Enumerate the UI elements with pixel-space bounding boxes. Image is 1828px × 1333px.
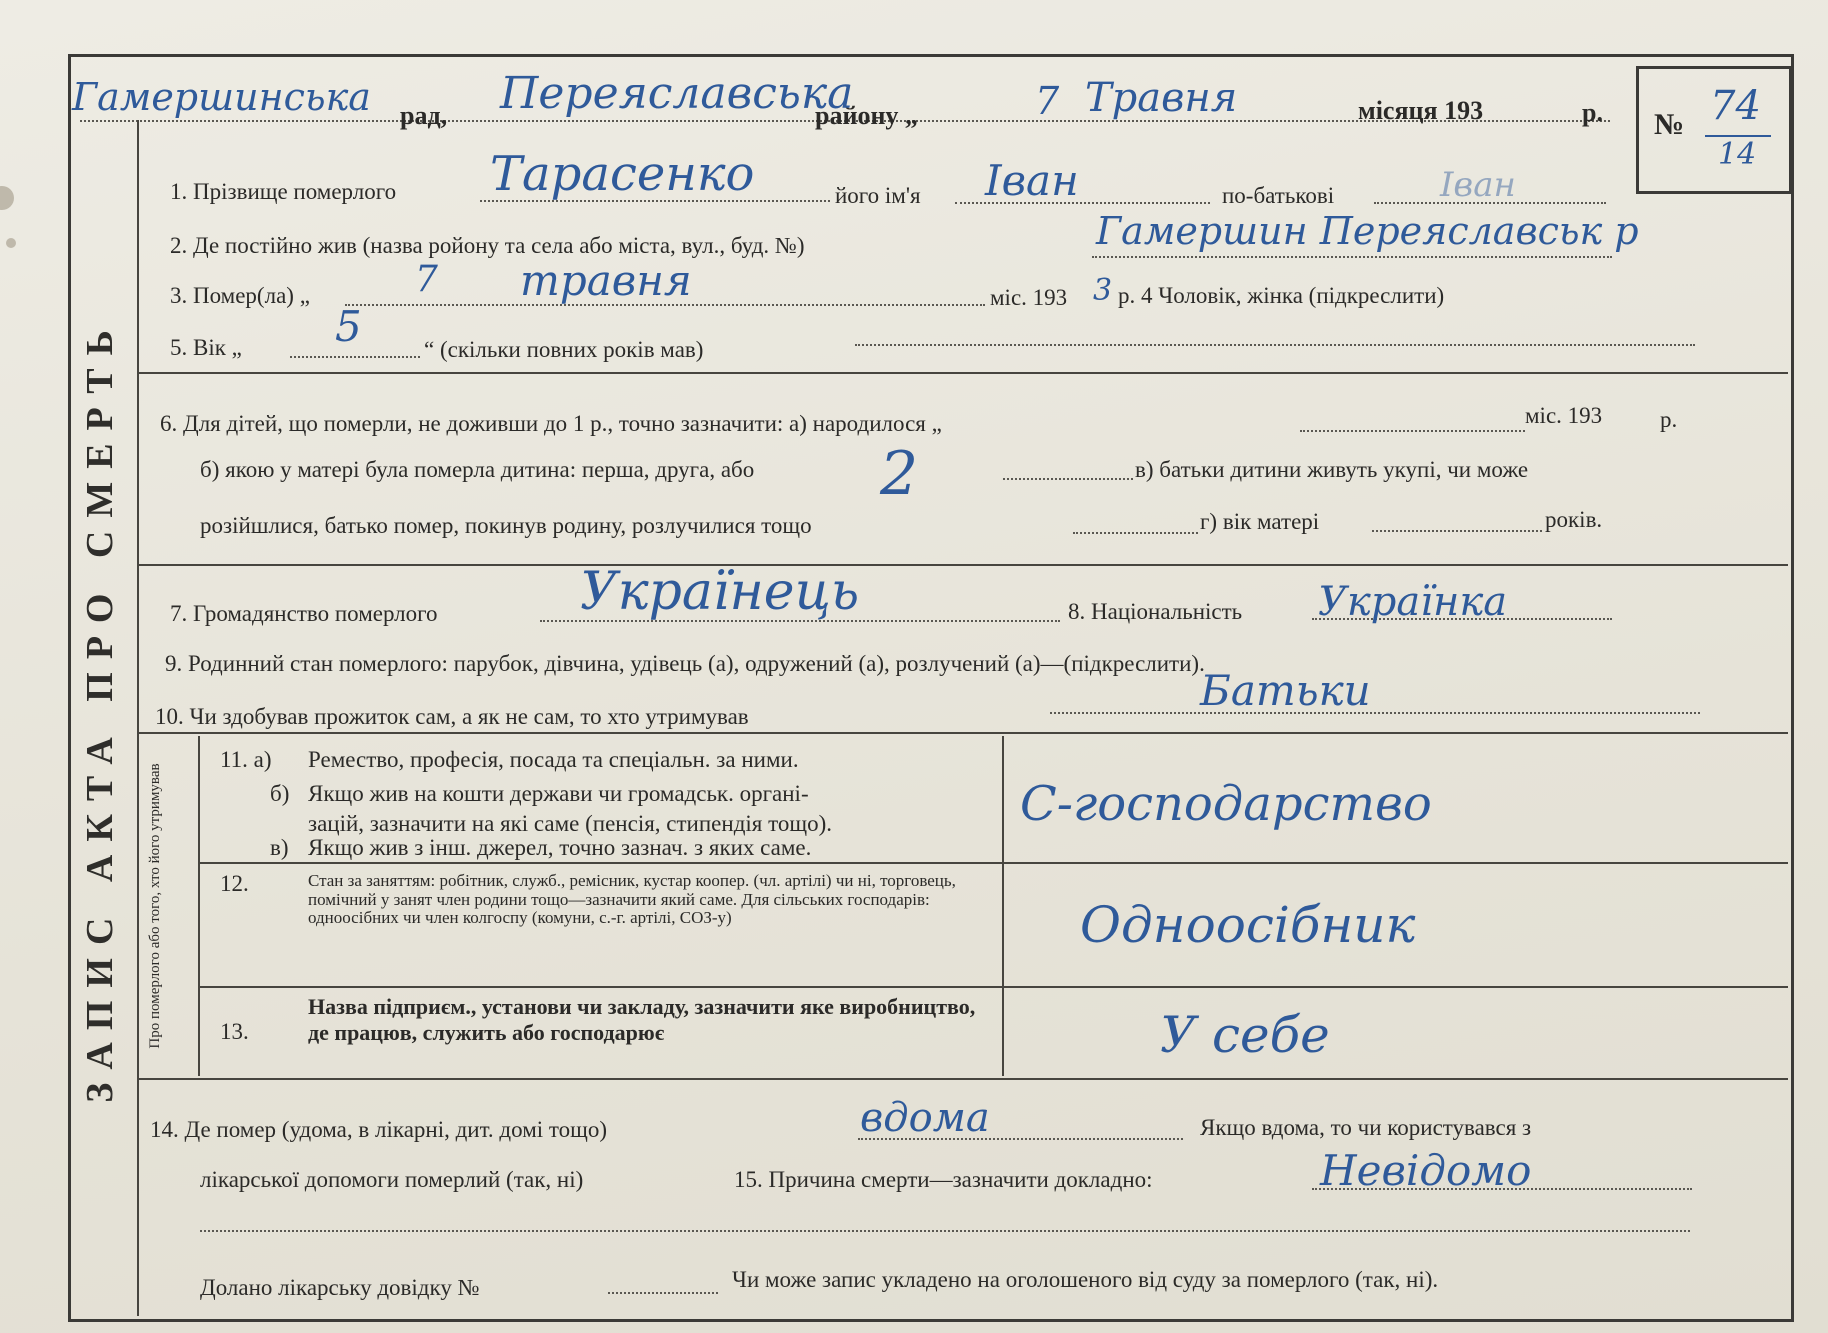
hw-record-number-bottom: 14 (1718, 137, 1757, 172)
field-6-line-2b: в) батьки дитини живуть укупі, чи може (1135, 457, 1529, 482)
hw-death-day: 7 (415, 259, 438, 300)
hw-supporter: Батьки (1200, 666, 1371, 715)
hw-rayon: Переяславська (500, 68, 854, 119)
field-3-label: 3. Помер(ла) „ (170, 283, 310, 308)
field-13-number: 13. (220, 1019, 249, 1044)
field-11-b2: зацій, зазначити на які саме (пенсія, стипендія тощо). (308, 811, 832, 836)
field-1-name: його ім'я (835, 183, 921, 208)
field-14-label: 14. Де помер (удома, в лікарні, дит. домі тощо) (150, 1117, 608, 1142)
record-number-label: № (1654, 108, 1685, 141)
hw-record-number-top: 74 (1710, 83, 1761, 129)
field-6-dots-c (1073, 532, 1198, 534)
footer-court-question: Чи може запис укладено на оголошеного від суду за померлого (так, ні). (732, 1267, 1439, 1292)
section-rule-4 (137, 1078, 1788, 1080)
field-8-label: 8. Національність (1068, 599, 1243, 624)
field-6-line-3b: г) вік матері (1200, 509, 1320, 534)
field-11-c: Якщо жив з інш. джерел, точно зазнач. з яких саме. (308, 835, 812, 860)
field-14-b: Якщо вдома, то чи користувався з (1200, 1115, 1532, 1140)
hw-first-name: Іван (985, 156, 1079, 205)
left-column-divider (137, 120, 139, 1316)
header-r: р. (1582, 98, 1603, 127)
hw-year-digit: 3 (1093, 273, 1113, 308)
header-rayonu: району „ (815, 101, 918, 130)
hw-child-order: 2 (880, 439, 919, 509)
field-7-label: 7. Громадянство померлого (170, 601, 438, 626)
hw-patronymic: Іван (1440, 165, 1516, 205)
field-11-b: Якщо жив на кошти держави чи громадськ. органі- (308, 781, 809, 806)
field-1-patronymic: по-батькові (1222, 183, 1335, 208)
hw-status: Одноосібник (1080, 896, 1416, 954)
field-6-dots-d (1372, 530, 1542, 532)
hw-citizenship: Українець (580, 562, 860, 622)
header-misyatsya: місяця 193 (1358, 96, 1484, 125)
field-6-mis: міс. 193 (1525, 403, 1603, 428)
field-6-dots-b (1003, 478, 1133, 480)
field-6-line-3c: років. (1545, 507, 1603, 532)
field-12-text: Стан за заняттям: робітник, служб., ремісник, кустар коопер. (чл. артілі) чи ні, торговець, помічний у занят член родини тощо—зазначити який саме. Для сільських господарів: одноосібних чи член колгоспу (комуни, с.-г. артілі, СОЗ-у) (308, 871, 956, 928)
field-11-number: 11. а) (220, 747, 272, 772)
field-5-rest: “ (скільки повних років мав) (424, 337, 704, 362)
hw-residence: Гамершин Переяславськ р (1096, 209, 1639, 253)
block-divider-a (198, 736, 200, 1076)
field-10-label: 10. Чи здобував прожиток сам, а як не сам, то хто утримував (155, 704, 749, 729)
field-2-dots (1092, 256, 1612, 258)
hw-age: 5 (335, 302, 362, 351)
field-9-label: 9. Родинний стан померлого: парубок, дівчина, удівець (а), одружений (а), розлучений (а)—(підкреслити). (165, 651, 1205, 676)
hw-header-month: Травня (1085, 75, 1238, 121)
field-5-dots-b (855, 344, 1695, 346)
form-title-vertical: ЗАПИС АКТА ПРО СМЕРТЬ (79, 317, 121, 1103)
section-rule-2 (137, 564, 1788, 566)
section-rule-3 (137, 732, 1788, 734)
hw-death-place: вдома (860, 1095, 990, 1141)
block-divider-b (1002, 736, 1004, 1076)
hw-header-day: 7 (1035, 79, 1060, 123)
field-2-label: 2. Де постійно жив (назва ройону та села або міста, вул., буд. №) (170, 233, 805, 258)
field-15-dots-extra (200, 1230, 1690, 1232)
header-rad: рад, (400, 101, 448, 130)
block-rule-2 (198, 986, 1788, 988)
block-side-caption: Про померлого або того, хто його утримував (147, 763, 163, 1049)
field-14-line-2: лікарської допомоги померлий (так, ні) (200, 1167, 584, 1192)
footer-certificate: Долано лікарську довідку № (200, 1275, 480, 1300)
hw-workplace: У себе (1160, 1006, 1330, 1064)
field-15-label: 15. Причина смерти—зазначити докладно: (734, 1167, 1153, 1192)
field-6-dots-a (1300, 430, 1525, 432)
punch-hole (6, 238, 16, 248)
field-3-mis: міс. 193 (990, 285, 1068, 310)
punch-hole (0, 186, 14, 210)
field-5-dots-a (290, 356, 420, 358)
field-11-c-key: в) (270, 835, 289, 860)
hw-cause: Невідомо (1320, 1146, 1532, 1195)
field-6-line-3: розійшлися, батько помер, покинув родину, розлучилися тощо (200, 513, 812, 538)
field-5-label: 5. Вік „ (170, 335, 242, 360)
field-6-line-1: 6. Для дітей, що померли, не доживши до 1 р., точно зазначити: а) народилося „ (160, 411, 942, 436)
field-6-line-2: б) якою у матері була померла дитина: перша, друга, або (200, 457, 755, 482)
field-10-dots (1050, 712, 1700, 714)
hw-selrada: Гамершинська (72, 75, 371, 119)
field-11-b-key: б) (270, 781, 290, 806)
field-12-number: 12. (220, 871, 249, 896)
section-rule-1 (137, 372, 1788, 374)
footer-dots (608, 1292, 718, 1294)
hw-death-month: травня (520, 256, 692, 305)
hw-nationality: Українка (1318, 579, 1508, 625)
field-3-r: р. 4 Чоловік, жінка (підкреслити) (1118, 283, 1445, 308)
hw-occupation: С-господарство (1020, 776, 1432, 832)
field-1-label: 1. Прізвище померлого (170, 179, 397, 204)
hw-surname: Тарасенко (490, 146, 755, 202)
field-6-r: р. (1660, 407, 1678, 432)
block-rule-1 (198, 862, 1788, 864)
field-11-a: Ремество, професія, посада та спеціальн. за ними. (308, 747, 799, 772)
field-13-text: Назва підприєм., установи чи закладу, зазначити яке виробництво, де працюв, служить або господарює (308, 994, 976, 1045)
